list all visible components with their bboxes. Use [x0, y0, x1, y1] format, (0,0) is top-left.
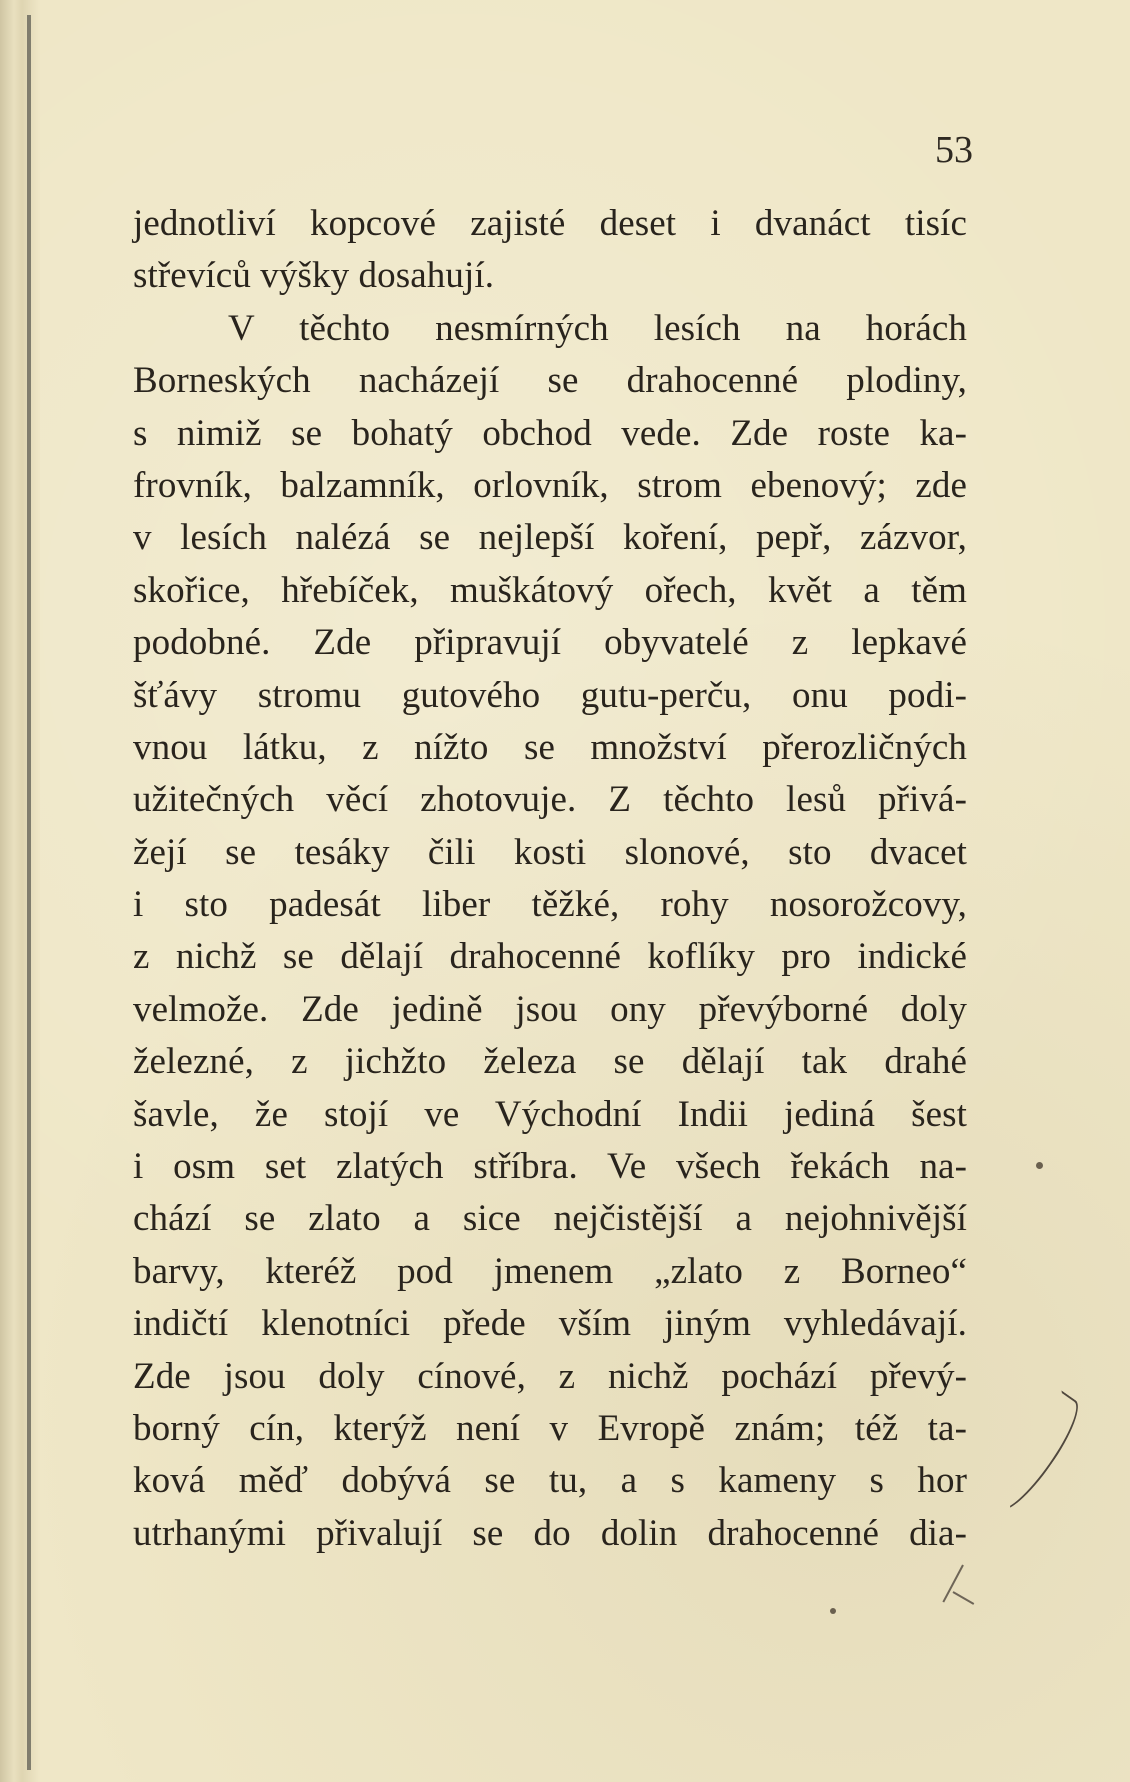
text-line: v lesích nalézá se nejlepší koření, pepř, zázvor,	[133, 517, 967, 559]
ink-spot-mark	[1036, 1162, 1043, 1169]
text-line: chází se zlato a sice nejčistější a nejohnivější	[133, 1198, 967, 1240]
text-line: žejí se tesáky čili kosti slonové, sto dvacet	[133, 831, 967, 873]
text-line: podobné. Zde připravují obyvatelé z lepkavé	[133, 622, 967, 664]
ink-spot-mark	[830, 1608, 836, 1614]
spine-binding-line	[27, 15, 31, 1770]
text-line: s nimiž se bohatý obchod vede. Zde roste ka-	[133, 412, 967, 454]
page-spine-shadow	[0, 0, 40, 1782]
text-line: šavle, že stojí ve Východní Indii jediná šest	[133, 1093, 967, 1135]
text-line: frovník, balzamník, orlovník, strom ebenový; zde	[133, 464, 967, 506]
page-number: 53	[935, 129, 973, 171]
pencil-curve-mark	[985, 1390, 1090, 1519]
pencil-stroke-mark	[953, 1591, 975, 1605]
text-line: barvy, kteréž pod jmenem „zlato z Borneo“	[133, 1250, 967, 1292]
text-line: indičtí klenotníci přede vším jiným vyhledávají.	[133, 1303, 967, 1345]
text-line: V těchto nesmírných lesích na horách	[228, 307, 967, 349]
text-line: vnou látku, z nížto se množství přerozličných	[133, 726, 967, 768]
text-line: železné, z jichžto železa se dělají tak drahé	[133, 1041, 967, 1083]
pencil-stroke-mark	[942, 1565, 963, 1603]
text-line: skořice, hřebíček, muškátový ořech, květ a těm	[133, 569, 967, 611]
text-line: borný cín, kterýž není v Evropě znám; též ta-	[133, 1407, 967, 1449]
text-line: i sto padesát liber těžké, rohy nosorožcovy,	[133, 884, 967, 926]
text-line: ková měď dobývá se tu, a s kameny s hor	[133, 1460, 967, 1502]
text-line: z nichž se dělají drahocenné koflíky pro indické	[133, 936, 967, 978]
text-line: šťávy stromu gutového gutu-perču, onu podi-	[133, 674, 967, 716]
text-line: utrhanými přivalují se do dolin drahocenné dia-	[133, 1512, 967, 1554]
text-line: Borneských nacházejí se drahocenné plodiny,	[133, 360, 967, 402]
text-line: užitečných věcí zhotovuje. Z těchto lesů přivá-	[133, 779, 967, 821]
body-text	[133, 198, 967, 1560]
text-line: Zde jsou doly cínové, z nichž pochází převý-	[133, 1355, 967, 1397]
text-line: i osm set zlatých stříbra. Ve všech řekách na-	[133, 1146, 967, 1188]
text-line: střevíců výšky dosahují.	[133, 255, 495, 297]
text-line: velmože. Zde jedině jsou ony převýborné doly	[133, 988, 967, 1030]
text-line: jednotliví kopcové zajisté deset i dvanáct tisíc	[133, 203, 967, 244]
